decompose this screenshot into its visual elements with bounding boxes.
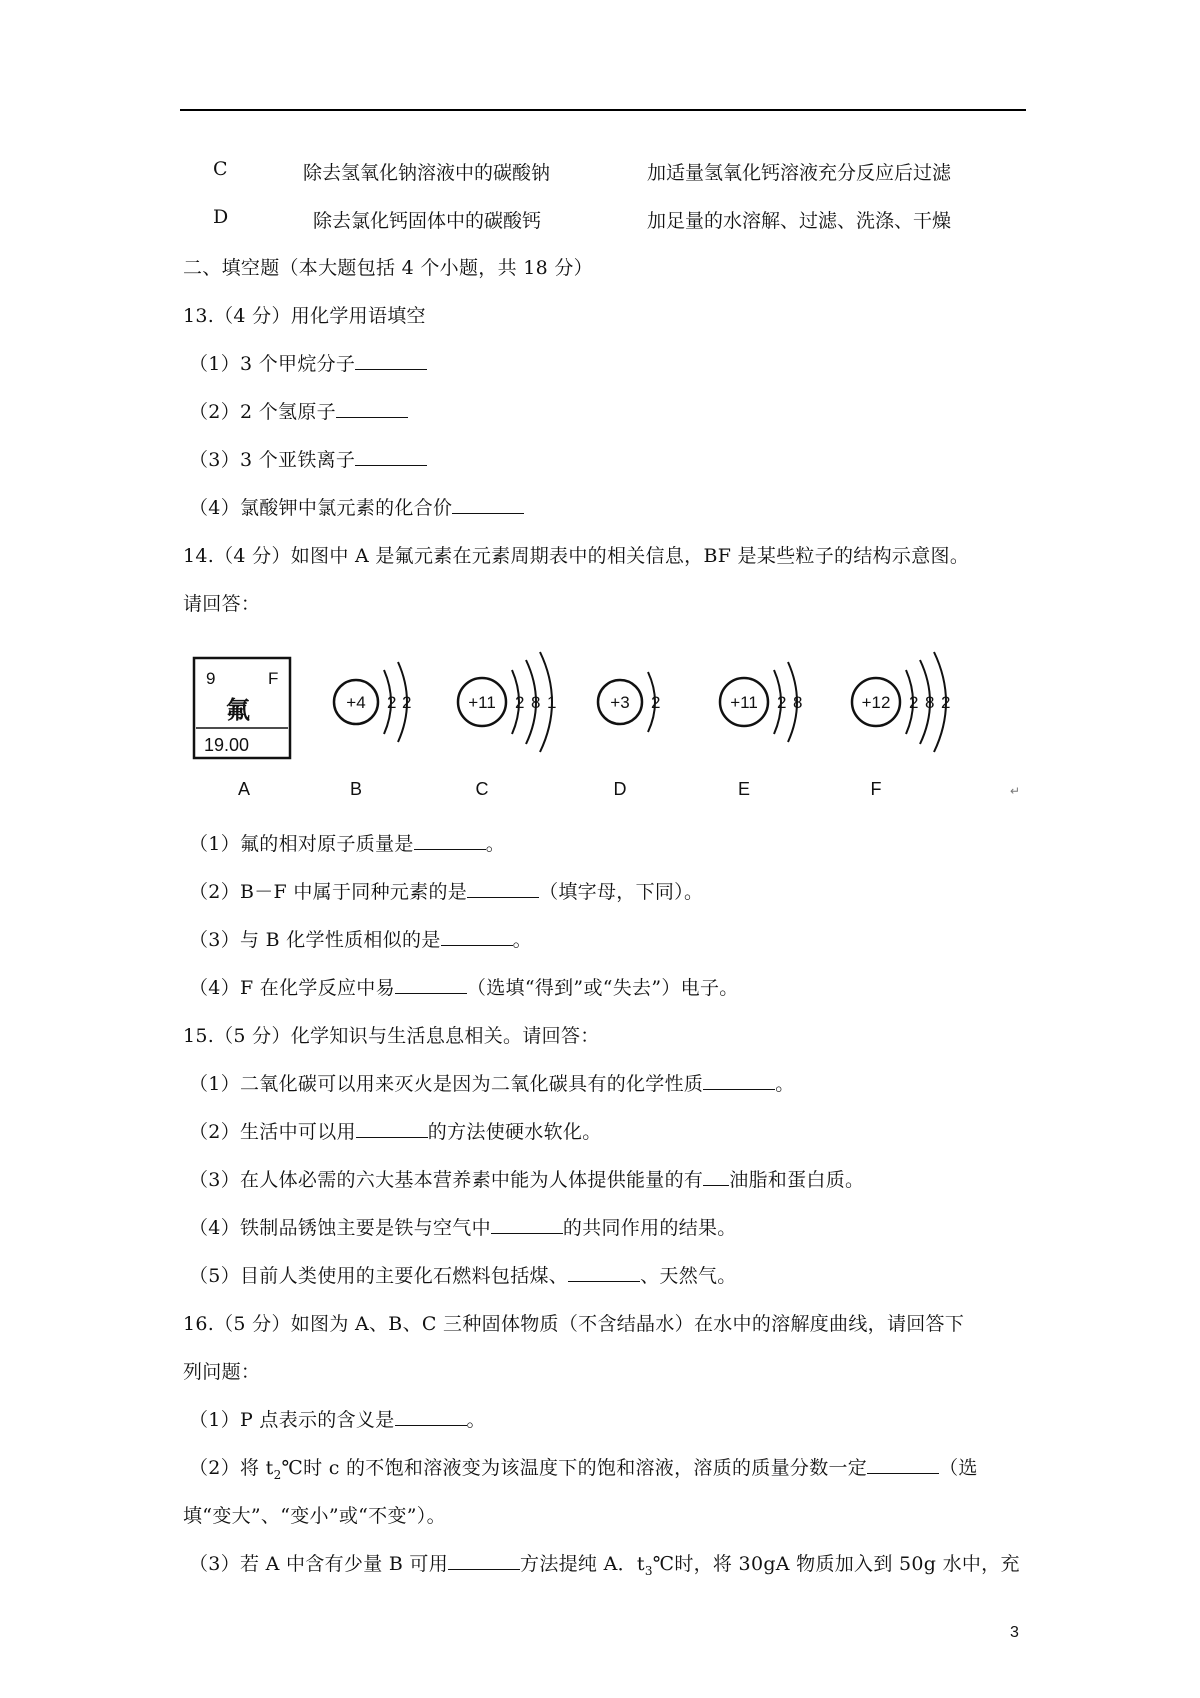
answer-blank[interactable] xyxy=(336,397,408,418)
answer-blank[interactable] xyxy=(452,493,524,514)
q15-item-2: （2）生活中可以用 的方法使硬水软化。 xyxy=(189,1117,602,1144)
q13-item-1: （1）3 个甲烷分子 xyxy=(189,349,427,376)
nucleus-d: +3 xyxy=(610,693,630,712)
particle-b xyxy=(334,662,411,799)
row-d-task: 除去氯化钙固体中的碳酸钙 xyxy=(313,210,542,232)
page-number: 3 xyxy=(1010,1624,1019,1641)
row-c-letter: C xyxy=(213,158,228,180)
row-c-method: 加适量氢氧化钙溶液充分反应后过滤 xyxy=(647,162,952,184)
element-card xyxy=(194,658,290,758)
answer-blank[interactable] xyxy=(355,445,427,466)
q15-stem: 15.（5 分）化学知识与生活息息相关。请回答： xyxy=(183,1025,600,1047)
answer-blank[interactable] xyxy=(414,829,486,850)
particle-e xyxy=(720,662,802,799)
q16-item-2-cont: 填“变大”、“变小”或“不变”）。 xyxy=(183,1505,446,1527)
answer-blank[interactable] xyxy=(355,349,427,370)
answer-blank[interactable] xyxy=(568,1261,640,1282)
q14-item-2: （2）B－F 中属于同种元素的是 （填字母，下同）。 xyxy=(189,877,703,904)
element-name: 氟 xyxy=(226,697,250,724)
svg-text:2: 2 xyxy=(387,693,397,712)
q15-item-3: （3）在人体必需的六大基本营养素中能为人体提供能量的有 油脂和蛋白质。 xyxy=(189,1165,864,1192)
q14-item-3: （3）与 B 化学性质相似的是 。 xyxy=(189,925,532,952)
answer-blank[interactable] xyxy=(448,1549,520,1570)
q16-item-3: （3）若 A 中含有少量 B 可用 方法提纯 A．$t_3℃$时，将 30gA 物质加入到 50g 水中，充 xyxy=(189,1549,1020,1578)
particle-d xyxy=(598,672,660,799)
q16-item-1: （1）P 点表示的含义是 。 xyxy=(189,1405,486,1432)
row-d-letter: D xyxy=(213,206,229,228)
answer-blank[interactable] xyxy=(703,1165,729,1186)
q15-item-4: （4）铁制品锈蚀主要是铁与空气中 的共同作用的结果。 xyxy=(189,1213,737,1240)
particle-letter-f: F xyxy=(870,779,882,799)
answer-blank[interactable] xyxy=(467,877,539,898)
particle-letter-b: B xyxy=(349,779,363,799)
header-rule xyxy=(180,109,1026,111)
answer-blank[interactable] xyxy=(441,925,513,946)
particle-letter-d: D xyxy=(613,779,627,799)
particle-letter-c: C xyxy=(475,779,489,799)
atomic-structure-figure xyxy=(180,640,1040,810)
svg-text:2: 2 xyxy=(777,693,787,712)
svg-text:1: 1 xyxy=(547,693,557,712)
atomic-mass: 19.00 xyxy=(204,735,250,755)
answer-blank[interactable] xyxy=(491,1213,563,1234)
q14-item-1: （1）氟的相对原子质量是 。 xyxy=(189,829,505,856)
q13-stem: 13.（4 分）用化学用语填空 xyxy=(183,305,426,327)
atomic-number: 9 xyxy=(206,669,216,688)
q15-item-1: （1）二氧化碳可以用来灭火是因为二氧化碳具有的化学性质 。 xyxy=(189,1069,795,1096)
svg-text:2: 2 xyxy=(909,693,919,712)
svg-text:8: 8 xyxy=(793,693,803,712)
answer-blank[interactable] xyxy=(356,1117,428,1138)
svg-text:2: 2 xyxy=(402,693,412,712)
q13-item-3: （3）3 个亚铁离子 xyxy=(189,445,427,472)
answer-blank[interactable] xyxy=(395,1405,467,1426)
q14-stem: 14.（4 分）如图中 A 是氟元素在元素周期表中的相关信息，BF 是某些粒子的结构示意图。 xyxy=(183,545,970,567)
q16-stem: 16.（5 分）如图为 A、B、C 三种固体物质（不含结晶水）在水中的溶解度曲线，请回答下 xyxy=(183,1313,965,1335)
row-c-task: 除去氢氧化钠溶液中的碳酸钠 xyxy=(303,162,551,184)
particle-f xyxy=(852,652,950,799)
section-title: 二、填空题（本大题包括 4 个小题，共 18 分） xyxy=(183,257,593,279)
svg-text:2: 2 xyxy=(515,693,525,712)
q14-item-4: （4）F 在化学反应中易 （选填“得到”或“失去”）电子。 xyxy=(189,973,739,1000)
svg-text:2: 2 xyxy=(941,693,951,712)
row-d-method: 加足量的水溶解、过滤、洗涤、干燥 xyxy=(647,210,952,232)
nucleus-e: +11 xyxy=(730,693,758,712)
q16-stem-2: 列问题： xyxy=(183,1361,261,1383)
element-symbol: F xyxy=(268,669,279,688)
nucleus-f: +12 xyxy=(861,693,891,712)
q13-item-2: （2）2 个氢原子 xyxy=(189,397,408,424)
nucleus-c: +11 xyxy=(468,693,496,712)
nucleus-b: +4 xyxy=(346,693,366,712)
return-mark: ↵ xyxy=(1010,784,1021,798)
answer-blank[interactable] xyxy=(867,1453,939,1474)
card-letter-a: A xyxy=(238,779,251,799)
q16-item-2: （2）将 $t_2℃$时 c 的不饱和溶液变为该温度下的饱和溶液，溶质的质量分数一定 （选 xyxy=(189,1453,978,1482)
particle-letter-e: E xyxy=(737,779,751,799)
particle-c xyxy=(458,652,556,799)
q14-stem-2: 请回答： xyxy=(183,593,261,615)
q13-item-4: （4）氯酸钾中氯元素的化合价 xyxy=(189,493,524,520)
svg-text:8: 8 xyxy=(925,693,935,712)
q15-item-5: （5）目前人类使用的主要化石燃料包括煤、 、天然气。 xyxy=(189,1261,737,1288)
answer-blank[interactable] xyxy=(703,1069,775,1090)
answer-blank[interactable] xyxy=(395,973,467,994)
svg-text:8: 8 xyxy=(531,693,541,712)
svg-text:2: 2 xyxy=(651,693,661,712)
